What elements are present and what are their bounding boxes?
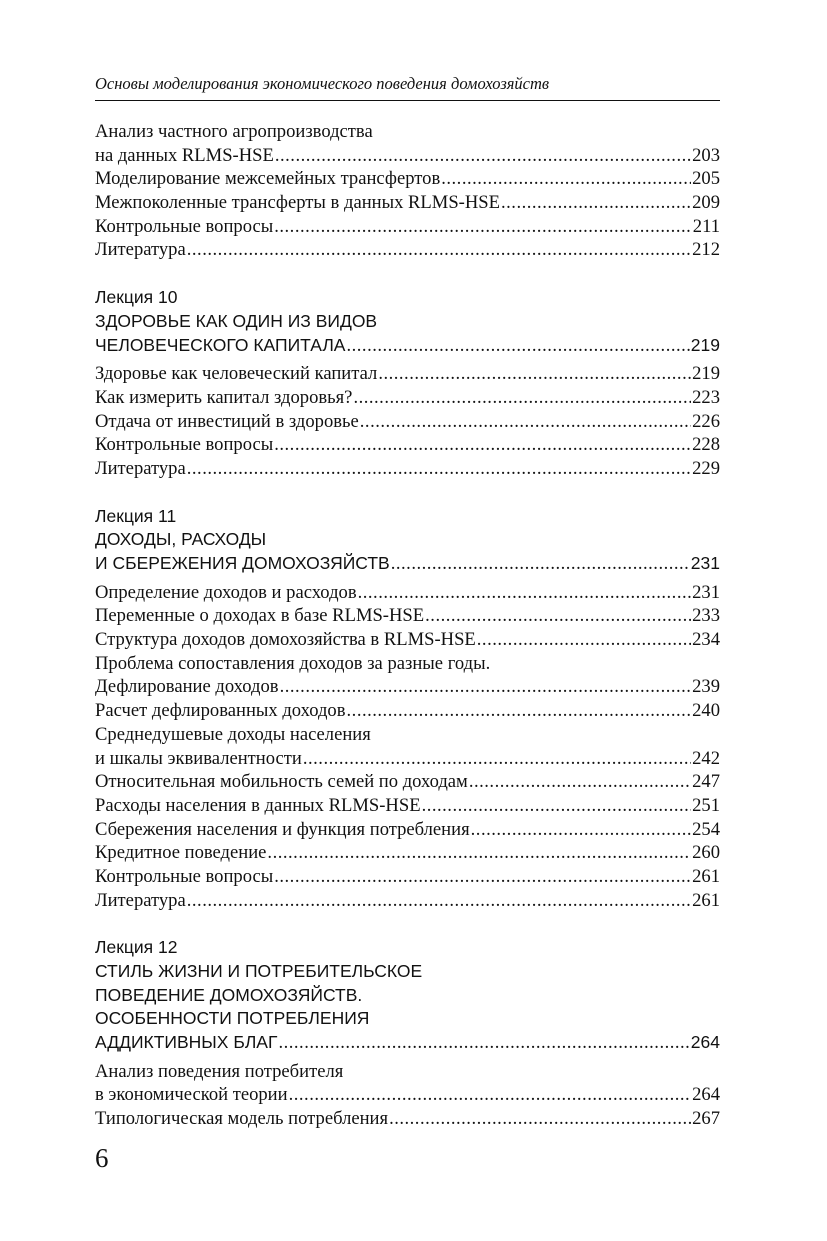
- toc-entry: [95, 191, 720, 215]
- toc-page-number: 251: [692, 794, 720, 816]
- dot-leader: [289, 1083, 692, 1107]
- toc-entry-line: [95, 362, 720, 386]
- toc-entry-text: и шкалы эквивалентности: [95, 747, 302, 769]
- toc-entry-line: [95, 841, 720, 865]
- toc-entry: [95, 604, 720, 628]
- toc-entry-line: [95, 167, 720, 191]
- page-number: 6: [95, 1143, 109, 1173]
- toc-entry-text: в экономической теории: [95, 1084, 288, 1106]
- toc-entry-text: Расходы населения в данных RLMS-HSE: [95, 794, 421, 816]
- toc-page-number: 261: [692, 889, 720, 911]
- toc-entry-line: [95, 457, 720, 481]
- toc-entry-text: Контрольные вопросы: [95, 215, 274, 237]
- toc-entry-line: [95, 889, 720, 913]
- lecture-number: Лекция 11: [95, 505, 177, 526]
- dot-leader: [360, 410, 691, 434]
- toc-entry: [95, 865, 720, 889]
- toc-entry: [95, 699, 720, 723]
- lecture-title-line: СТИЛЬ ЖИЗНИ И ПОТРЕБИТЕЛЬСКОЕ: [95, 961, 423, 981]
- toc-entry-text: Литература: [95, 889, 186, 911]
- toc-entry: [95, 581, 720, 605]
- toc-entry-text: Переменные о доходах в базе RLMS-HSE: [95, 605, 425, 627]
- toc-entry: [95, 1060, 720, 1107]
- toc-entry-text: Анализ поведения потребителя: [95, 1060, 344, 1082]
- dot-leader: [425, 604, 691, 628]
- dot-leader: [441, 167, 691, 191]
- toc-entry-line: [95, 386, 720, 410]
- running-head: Основы моделирования экономического поведения домохозяйств: [95, 74, 550, 93]
- dot-leader: [346, 334, 689, 358]
- toc-entry: [95, 841, 720, 865]
- toc-entry: [95, 457, 720, 481]
- header-rule: [95, 100, 720, 101]
- dot-leader: [274, 215, 692, 239]
- toc-entry: [95, 889, 720, 913]
- dot-leader: [187, 457, 691, 481]
- toc-page-number: 203: [692, 144, 720, 166]
- toc-page-number: 229: [692, 457, 720, 479]
- dot-leader: [274, 865, 691, 889]
- toc-entry-text: Отдача от инвестиций в здоровье: [95, 410, 359, 432]
- dot-leader: [353, 386, 691, 410]
- toc-entry-text: Здоровье как человеческий капитал: [95, 363, 378, 385]
- toc-entry: [95, 433, 720, 457]
- lecture-title-line: ПОВЕДЕНИЕ ДОМОХОЗЯЙСТВ.: [95, 984, 363, 1005]
- toc-entry-text: Типологическая модель потребления: [95, 1108, 389, 1130]
- toc-entry: [95, 770, 720, 794]
- dot-leader: [274, 433, 691, 457]
- toc-entry-line: [95, 1031, 720, 1055]
- lecture-number: Лекция 10: [95, 287, 178, 308]
- toc-page-number: 226: [692, 410, 720, 432]
- toc-page-number: 219: [690, 334, 720, 355]
- toc-entry-line: [95, 1083, 720, 1107]
- dot-leader: [477, 628, 691, 652]
- toc-entry-line: [95, 699, 720, 723]
- toc-page-number: 264: [692, 1084, 720, 1106]
- toc-entry-line: [95, 334, 720, 358]
- toc-entry-line: [95, 144, 720, 168]
- dot-leader: [469, 770, 691, 794]
- toc-entry-line: [95, 628, 720, 652]
- toc-page-number: 264: [690, 1032, 720, 1053]
- toc-page-number: 239: [692, 676, 720, 698]
- dot-leader: [275, 144, 691, 168]
- toc-page-number: 209: [692, 192, 720, 214]
- section-gap: [95, 912, 720, 936]
- toc-entry-text: Контрольные вопросы: [95, 865, 274, 887]
- toc-entry-text: И СБЕРЕЖЕНИЯ ДОМОХОЗЯЙСТВ: [95, 553, 390, 573]
- toc-entry: [95, 628, 720, 652]
- lecture-title-line: ДОХОДЫ, РАСХОДЫ: [95, 529, 267, 550]
- toc-entry-line: [95, 433, 720, 457]
- toc-page-number: 240: [692, 700, 720, 722]
- toc-entry-text: Анализ частного агропроизводства: [95, 121, 373, 142]
- toc-entry-text: Структура доходов домохозяйства в RLMS-HSE: [95, 629, 476, 651]
- toc-page-number: 254: [692, 818, 720, 840]
- dot-leader: [267, 841, 691, 865]
- toc-entry: [95, 215, 720, 239]
- toc-page-number: 234: [692, 629, 720, 651]
- toc-entry-line: [95, 770, 720, 794]
- toc-entry-text: Сбережения населения и функция потребления: [95, 818, 470, 840]
- dot-leader: [501, 191, 691, 215]
- section-gap: [95, 481, 720, 505]
- toc-page-number: 211: [692, 215, 720, 237]
- toc-entry-line: [95, 238, 720, 262]
- toc-entry-text: Расчет дефлированных доходов: [95, 700, 346, 722]
- toc-entry-line: [95, 747, 720, 771]
- toc-entry: [95, 818, 720, 842]
- dot-leader: [278, 1031, 689, 1055]
- toc-entry-text: Относительная мобильность семей по доходам: [95, 771, 468, 793]
- dot-leader: [358, 581, 692, 605]
- toc-entry-text: Литература: [95, 239, 186, 261]
- dot-leader: [347, 699, 692, 723]
- toc-page-number: 267: [692, 1108, 720, 1130]
- section-gap: [95, 262, 720, 286]
- toc-entry-line: [95, 604, 720, 628]
- toc-page-number: 260: [692, 842, 720, 864]
- toc-entry: [95, 1107, 720, 1131]
- lecture-title-line: ОСОБЕННОСТИ ПОТРЕБЛЕНИЯ: [95, 1008, 370, 1029]
- toc-entry-text: Среднедушевые доходы населения: [95, 723, 371, 745]
- toc-entry: [95, 386, 720, 410]
- dot-leader: [187, 889, 691, 913]
- toc-entry-line: [95, 191, 720, 215]
- toc-entry-line: [95, 794, 720, 818]
- table-of-contents: [95, 120, 720, 1131]
- toc-entry-text: Как измерить капитал здоровья?: [95, 386, 353, 408]
- toc-entry-line: [95, 215, 720, 239]
- toc-entry: [95, 167, 720, 191]
- toc-entry-text: Проблема сопоставления доходов за разные годы.: [95, 652, 491, 674]
- toc-page-number: 261: [692, 865, 720, 887]
- toc-entry: [95, 794, 720, 818]
- toc-entry-text: Кредитное поведение: [95, 842, 267, 864]
- toc-entry-line: [95, 552, 720, 576]
- toc-entry-text: на данных RLMS-HSE: [95, 144, 274, 166]
- dot-leader: [389, 1107, 691, 1131]
- toc-page-number: 231: [690, 553, 720, 573]
- dot-leader: [280, 675, 692, 699]
- toc-page-number: 247: [692, 771, 720, 793]
- toc-page-number: 219: [692, 363, 720, 385]
- toc-entry-text: Контрольные вопросы: [95, 434, 274, 456]
- toc-page-number: 205: [692, 168, 720, 190]
- lecture-number: Лекция 12: [95, 937, 178, 958]
- toc-entry: [95, 120, 720, 167]
- toc-page-number: 223: [692, 386, 720, 408]
- dot-leader: [303, 747, 691, 771]
- toc-entry-text: Литература: [95, 457, 186, 479]
- toc-entry-text: ЧЕЛОВЕЧЕСКОГО КАПИТАЛА: [95, 334, 346, 355]
- dot-leader: [187, 238, 691, 262]
- dot-leader: [471, 818, 691, 842]
- toc-page-number: 212: [692, 239, 720, 261]
- dot-leader: [378, 362, 691, 386]
- toc-page-number: 242: [692, 747, 720, 769]
- toc-entry-text: АДДИКТИВНЫХ БЛАГ: [95, 1032, 278, 1053]
- toc-entry: [95, 362, 720, 386]
- toc-entry-text: Межпоколенные трансферты в данных RLMS-HSE: [95, 192, 500, 214]
- toc-entry-line: [95, 818, 720, 842]
- toc-entry: [95, 652, 720, 699]
- lecture-title-line: ЗДОРОВЬЕ КАК ОДИН ИЗ ВИДОВ: [95, 310, 378, 331]
- toc-entry: [95, 410, 720, 434]
- dot-leader: [422, 794, 692, 818]
- toc-entry: [95, 723, 720, 770]
- toc-entry-text: Моделирование межсемейных трансфертов: [95, 168, 441, 190]
- toc-entry-line: [95, 410, 720, 434]
- toc-entry-text: Дефлирование доходов: [95, 676, 279, 698]
- toc-entry-line: [95, 1107, 720, 1131]
- toc-page-number: 233: [692, 605, 720, 627]
- dot-leader: [391, 552, 690, 576]
- toc-entry: [95, 238, 720, 262]
- toc-entry-line: [95, 675, 720, 699]
- toc-page-number: 231: [692, 581, 720, 603]
- toc-entry-text: Определение доходов и расходов: [95, 581, 357, 603]
- toc-page-number: 228: [692, 434, 720, 456]
- toc-entry-line: [95, 581, 720, 605]
- toc-entry-line: [95, 865, 720, 889]
